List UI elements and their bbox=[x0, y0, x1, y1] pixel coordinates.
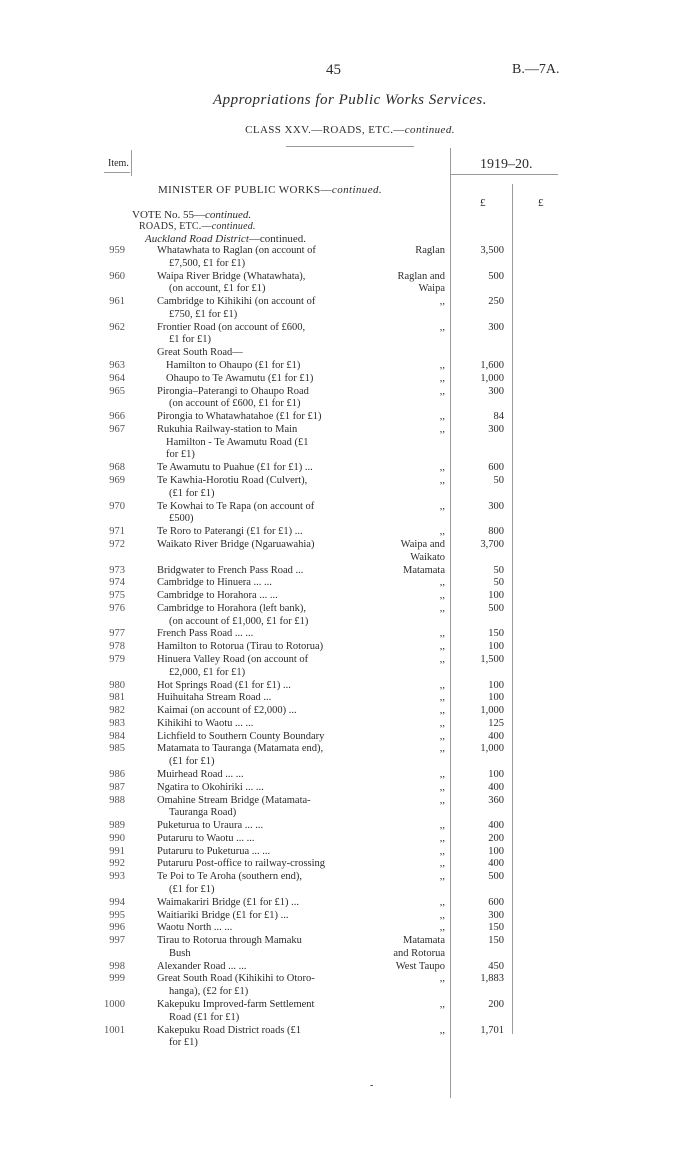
amount: 150 bbox=[488, 922, 504, 934]
table-row bbox=[0, 949, 700, 959]
county: Raglan and bbox=[397, 270, 445, 282]
table-row bbox=[0, 591, 700, 601]
item-number: 972 bbox=[109, 538, 125, 550]
county: Matamata bbox=[403, 935, 445, 947]
item-number: 995 bbox=[109, 909, 125, 921]
item-description: for £1) bbox=[166, 449, 195, 461]
item-description: Tirau to Rotorua through Mamaku bbox=[157, 935, 302, 947]
table-row bbox=[0, 335, 700, 345]
item-description: Kakepuku Road District roads (£1 bbox=[157, 1024, 302, 1036]
county: ,, bbox=[439, 360, 445, 372]
county: ,, bbox=[439, 922, 445, 934]
county: ,, bbox=[439, 602, 445, 614]
item-number: 978 bbox=[109, 641, 125, 653]
county: ,, bbox=[439, 385, 445, 397]
table-row bbox=[0, 476, 700, 486]
item-description: for £1) bbox=[169, 1037, 198, 1049]
county: ,, bbox=[439, 845, 445, 857]
table-row bbox=[0, 719, 700, 729]
item-description: (on account, £1 for £1) bbox=[169, 283, 266, 295]
item-description: £500) bbox=[169, 513, 194, 525]
item-description: Ngatira to Okohiriki ... ... bbox=[157, 781, 264, 793]
item-description: (£1 for £1) bbox=[169, 884, 215, 895]
table-row bbox=[0, 911, 700, 921]
item-number: 982 bbox=[109, 705, 125, 717]
amount: 300 bbox=[488, 321, 504, 333]
item-number: 975 bbox=[109, 590, 125, 602]
item-column-line bbox=[131, 150, 132, 176]
amount: 500 bbox=[488, 270, 504, 282]
table-row bbox=[0, 732, 700, 742]
item-number: 965 bbox=[109, 385, 125, 397]
item-description: Pirongia–Paterangi to Ohaupo Road bbox=[157, 385, 309, 397]
item-description: Hamilton to Rotorua (Tirau to Rotorua) bbox=[157, 641, 324, 653]
item-number: 990 bbox=[109, 832, 125, 844]
county: ,, bbox=[439, 871, 445, 883]
item-number: 962 bbox=[109, 321, 125, 333]
item-number: 961 bbox=[109, 296, 125, 308]
amount: 3,500 bbox=[480, 245, 504, 256]
amount: 400 bbox=[488, 730, 504, 742]
amount: 1,600 bbox=[480, 360, 504, 372]
item-description: (on account of £1,000, £1 for £1) bbox=[169, 615, 309, 627]
table-row bbox=[0, 898, 700, 908]
amount: 100 bbox=[488, 590, 504, 602]
item-number: 1000 bbox=[104, 999, 125, 1011]
item-description: Alexander Road ... ... bbox=[157, 960, 247, 972]
county: ,, bbox=[439, 909, 445, 921]
table-row bbox=[0, 425, 700, 435]
item-description: Huihuitaha Stream Road ... bbox=[157, 692, 272, 704]
county: ,, bbox=[439, 526, 445, 538]
table-row bbox=[0, 642, 700, 652]
table-row bbox=[0, 399, 700, 409]
minister-heading-continued: continued. bbox=[331, 184, 383, 196]
amount: 400 bbox=[488, 781, 504, 793]
table-row bbox=[0, 693, 700, 703]
item-description: Waotu North ... ... bbox=[157, 922, 233, 934]
amount: 1,883 bbox=[480, 973, 504, 985]
table-row bbox=[0, 514, 700, 524]
table-row bbox=[0, 604, 700, 614]
title-rule bbox=[286, 146, 414, 147]
county: ,, bbox=[439, 781, 445, 793]
table-row bbox=[0, 259, 700, 269]
item-description: Kakepuku Improved-farm Settlement bbox=[157, 999, 315, 1011]
table-row bbox=[0, 936, 700, 946]
item-number: 964 bbox=[109, 372, 125, 384]
item-description: Te Poi to Te Aroha (southern end), bbox=[157, 871, 303, 883]
item-number: 967 bbox=[109, 423, 125, 435]
year-rule bbox=[450, 174, 558, 175]
class-heading-continued: continued. bbox=[404, 124, 455, 136]
class-heading-main: CLASS XXV.—ROADS, ETC.— bbox=[245, 124, 405, 136]
county: ,, bbox=[439, 653, 445, 665]
table-row bbox=[0, 566, 700, 576]
amount: 50 bbox=[493, 577, 504, 589]
amount: 800 bbox=[488, 526, 504, 538]
class-heading bbox=[0, 124, 700, 136]
county: Waipa and bbox=[400, 538, 445, 550]
item-number: 973 bbox=[109, 564, 125, 576]
amount: 300 bbox=[488, 385, 504, 397]
item-number: 974 bbox=[109, 577, 125, 589]
item-number: 996 bbox=[109, 922, 125, 934]
item-description: Muirhead Road ... ... bbox=[157, 768, 244, 780]
amount: 200 bbox=[488, 832, 504, 844]
table-row bbox=[0, 284, 700, 294]
county: ,, bbox=[439, 679, 445, 691]
vote-heading-continued: continued. bbox=[205, 209, 252, 221]
amount: 500 bbox=[488, 602, 504, 614]
amount: 600 bbox=[488, 896, 504, 908]
item-description: Frontier Road (on account of £600, bbox=[157, 321, 306, 333]
table-row bbox=[0, 808, 700, 818]
item-description: Cambridge to Horahora ... ... bbox=[157, 590, 278, 602]
item-description: (£1 for £1) bbox=[169, 756, 215, 768]
amount: 300 bbox=[488, 500, 504, 512]
footer-mark: - bbox=[370, 1080, 374, 1091]
table-row bbox=[0, 489, 700, 499]
amount: 1,000 bbox=[480, 743, 504, 755]
vote-heading-main: VOTE No. 55— bbox=[132, 209, 206, 221]
item-description: Hot Springs Road (£1 for £1) ... bbox=[157, 679, 291, 691]
table-row bbox=[0, 438, 700, 448]
amount: 200 bbox=[488, 999, 504, 1011]
minister-heading bbox=[158, 184, 382, 196]
item-description: Omahine Stream Bridge (Matamata- bbox=[157, 794, 311, 806]
amount: 400 bbox=[488, 858, 504, 870]
amount: 1,500 bbox=[480, 653, 504, 665]
county: Waikato bbox=[410, 551, 445, 563]
roads-heading bbox=[139, 221, 256, 232]
item-description: Puketurua to Uraura ... ... bbox=[157, 820, 264, 832]
item-description: Hamilton - Te Awamutu Road (£1 bbox=[166, 436, 309, 448]
county: and Rotorua bbox=[393, 947, 445, 959]
table-row bbox=[0, 668, 700, 678]
table-row bbox=[0, 450, 700, 460]
item-description: Pirongia to Whatawhatahoe (£1 for £1) bbox=[157, 411, 322, 423]
county: ,, bbox=[439, 705, 445, 717]
table-row bbox=[0, 821, 700, 831]
item-number: 988 bbox=[109, 794, 125, 806]
county: ,, bbox=[439, 423, 445, 435]
county: Raglan bbox=[415, 245, 445, 256]
table-row bbox=[0, 272, 700, 282]
amount: 450 bbox=[488, 960, 504, 972]
county: ,, bbox=[439, 717, 445, 729]
table-row bbox=[0, 540, 700, 550]
item-description: Cambridge to Kihikihi (on account of bbox=[157, 296, 316, 308]
table-row bbox=[0, 1026, 700, 1036]
table-row bbox=[0, 744, 700, 754]
county: ,, bbox=[439, 641, 445, 653]
paper-code: B.—7A. bbox=[512, 62, 560, 77]
page-title: Appropriations for Public Works Services. bbox=[213, 92, 487, 108]
item-description: Te Awamutu to Puahue (£1 for £1) ... bbox=[157, 462, 313, 474]
amount: 1,000 bbox=[480, 372, 504, 384]
table-row bbox=[0, 1013, 700, 1023]
table-row bbox=[0, 246, 700, 256]
item-description: (on account of £600, £1 for £1) bbox=[169, 398, 301, 410]
item-number: 981 bbox=[109, 692, 125, 704]
item-number: 992 bbox=[109, 858, 125, 870]
county: ,, bbox=[439, 743, 445, 755]
item-description: Te Kawhia-Horotiu Road (Culvert), bbox=[157, 475, 308, 487]
item-number: 989 bbox=[109, 820, 125, 832]
amount: 1,701 bbox=[480, 1024, 504, 1036]
county: ,, bbox=[439, 820, 445, 832]
item-description: Cambridge to Hinuera ... ... bbox=[157, 577, 272, 589]
item-description: Waikato River Bridge (Ngaruawahia) bbox=[157, 538, 315, 550]
county: ,, bbox=[439, 999, 445, 1011]
table-row bbox=[0, 783, 700, 793]
table-row bbox=[0, 374, 700, 384]
table-row bbox=[0, 757, 700, 767]
item-description: Te Kowhai to Te Rapa (on account of bbox=[157, 500, 315, 512]
vote-heading bbox=[132, 209, 251, 221]
table-row bbox=[0, 502, 700, 512]
table-row bbox=[0, 387, 700, 397]
county: ,, bbox=[439, 577, 445, 589]
table-row bbox=[0, 1000, 700, 1010]
item-number: 983 bbox=[109, 717, 125, 729]
table-row bbox=[0, 770, 700, 780]
item-description: Waipa River Bridge (Whatawhata), bbox=[157, 270, 306, 282]
item-description: Putaruru to Puketurua ... ... bbox=[157, 845, 271, 857]
item-description: Kaimai (on account of £2,000) ... bbox=[157, 705, 297, 717]
minister-heading-main: MINISTER OF PUBLIC WORKS— bbox=[158, 184, 332, 196]
county: ,, bbox=[439, 692, 445, 704]
item-description: Lichfield to Southern County Boundary bbox=[157, 730, 325, 742]
item-description: Putaruru Post-office to railway-crossing bbox=[157, 858, 326, 870]
county: ,, bbox=[439, 794, 445, 806]
item-number: 994 bbox=[109, 896, 125, 908]
item-description: Great South Road— bbox=[157, 347, 243, 359]
amount: 1,000 bbox=[480, 705, 504, 717]
item-number: 970 bbox=[109, 500, 125, 512]
item-description: Kihikihi to Waotu ... ... bbox=[157, 717, 254, 729]
pound-sign-1: £ bbox=[480, 197, 486, 209]
county: ,, bbox=[439, 858, 445, 870]
county: Matamata bbox=[403, 564, 445, 576]
county: ,, bbox=[439, 296, 445, 308]
item-column-header: Item. bbox=[108, 158, 129, 169]
item-description: Matamata to Tauranga (Matamata end), bbox=[157, 743, 324, 755]
table-row bbox=[0, 655, 700, 665]
amount: 84 bbox=[493, 411, 504, 423]
table-row bbox=[0, 974, 700, 984]
item-number: 960 bbox=[109, 270, 125, 282]
amount: 360 bbox=[488, 794, 504, 806]
table-row bbox=[0, 412, 700, 422]
amount: 300 bbox=[488, 423, 504, 435]
item-number: 977 bbox=[109, 628, 125, 640]
district-heading-continued: —continued. bbox=[248, 233, 307, 245]
county: ,, bbox=[439, 1024, 445, 1036]
item-description: £1 for £1) bbox=[169, 334, 211, 346]
roads-heading-continued: continued. bbox=[211, 221, 256, 232]
item-number: 998 bbox=[109, 960, 125, 972]
county: ,, bbox=[439, 475, 445, 487]
item-description: £2,000, £1 for £1) bbox=[169, 666, 246, 678]
county: West Taupo bbox=[395, 960, 445, 972]
table-row bbox=[0, 323, 700, 333]
table-row bbox=[0, 297, 700, 307]
amount: 100 bbox=[488, 692, 504, 704]
item-number: 966 bbox=[109, 411, 125, 423]
table-row bbox=[0, 962, 700, 972]
item-number: 963 bbox=[109, 360, 125, 372]
item-description: Bridgwater to French Pass Road ... bbox=[157, 564, 304, 576]
item-description: Te Roro to Paterangi (£1 for £1) ... bbox=[157, 526, 303, 538]
county: ,, bbox=[439, 590, 445, 602]
item-description: Putaruru to Waotu ... ... bbox=[157, 832, 255, 844]
table-row bbox=[0, 463, 700, 473]
item-number: 987 bbox=[109, 781, 125, 793]
county: ,, bbox=[439, 500, 445, 512]
amount: 400 bbox=[488, 820, 504, 832]
county: ,, bbox=[439, 462, 445, 474]
item-description: £750, £1 for £1) bbox=[169, 308, 238, 320]
county: ,, bbox=[439, 896, 445, 908]
item-number: 991 bbox=[109, 845, 125, 857]
item-rule bbox=[104, 172, 130, 173]
amount: 100 bbox=[488, 679, 504, 691]
table-row bbox=[0, 859, 700, 869]
item-description: Tauranga Road) bbox=[169, 807, 237, 819]
item-description: Bush bbox=[169, 947, 191, 959]
county: ,, bbox=[439, 372, 445, 384]
item-number: 980 bbox=[109, 679, 125, 691]
county: ,, bbox=[439, 628, 445, 640]
table-row bbox=[0, 796, 700, 806]
item-number: 999 bbox=[109, 973, 125, 985]
table-row bbox=[0, 310, 700, 320]
table-row bbox=[0, 872, 700, 882]
table-row bbox=[0, 553, 700, 563]
amount: 500 bbox=[488, 871, 504, 883]
amount: 100 bbox=[488, 641, 504, 653]
amount: 125 bbox=[488, 717, 504, 729]
county: ,, bbox=[439, 411, 445, 423]
amount: 50 bbox=[493, 475, 504, 487]
county: Waipa bbox=[418, 283, 445, 295]
amount: 600 bbox=[488, 462, 504, 474]
amount: 150 bbox=[488, 628, 504, 640]
item-number: 971 bbox=[109, 526, 125, 538]
county: ,, bbox=[439, 768, 445, 780]
item-description: hanga), (£2 for £1) bbox=[169, 986, 249, 998]
amount: 150 bbox=[488, 935, 504, 947]
county: ,, bbox=[439, 730, 445, 742]
item-number: 969 bbox=[109, 475, 125, 487]
table-row bbox=[0, 706, 700, 716]
item-number: 997 bbox=[109, 935, 125, 947]
county: ,, bbox=[439, 321, 445, 333]
table-row bbox=[0, 847, 700, 857]
table-row bbox=[0, 1038, 700, 1048]
year-header: 1919–20. bbox=[480, 157, 533, 172]
item-description: Hinuera Valley Road (on account of bbox=[157, 653, 309, 665]
item-description: French Pass Road ... ... bbox=[157, 628, 254, 640]
item-number: 976 bbox=[109, 602, 125, 614]
table-row bbox=[0, 681, 700, 691]
amount: 100 bbox=[488, 845, 504, 857]
amount: 300 bbox=[488, 909, 504, 921]
table-row bbox=[0, 578, 700, 588]
item-description: Great South Road (Kihikihi to Otoro- bbox=[157, 973, 315, 985]
pound-sign-2: £ bbox=[538, 197, 544, 209]
county: ,, bbox=[439, 973, 445, 985]
item-description: Whatawhata to Raglan (on account of bbox=[157, 245, 316, 256]
amount: 250 bbox=[488, 296, 504, 308]
table-row bbox=[0, 923, 700, 933]
table-row bbox=[0, 834, 700, 844]
item-description: £7,500, £1 for £1) bbox=[169, 257, 246, 269]
item-number: 1001 bbox=[104, 1024, 125, 1036]
item-number: 968 bbox=[109, 462, 125, 474]
table-row bbox=[0, 885, 700, 895]
item-description: Waimakariri Bridge (£1 for £1) ... bbox=[157, 896, 300, 908]
county: ,, bbox=[439, 832, 445, 844]
item-number: 985 bbox=[109, 743, 125, 755]
item-description: Cambridge to Horahora (left bank), bbox=[157, 602, 306, 614]
item-description: Rukuhia Railway-station to Main bbox=[157, 423, 298, 435]
table-row bbox=[0, 987, 700, 997]
item-number: 986 bbox=[109, 768, 125, 780]
item-number: 984 bbox=[109, 730, 125, 742]
district-heading bbox=[145, 233, 306, 245]
item-description: (£1 for £1) bbox=[169, 487, 215, 499]
item-number: 979 bbox=[109, 653, 125, 665]
item-number: 993 bbox=[109, 871, 125, 883]
item-description: Hamilton to Ohaupo (£1 for £1) bbox=[166, 360, 301, 372]
table-row bbox=[0, 361, 700, 371]
item-description: Road (£1 for £1) bbox=[169, 1011, 240, 1023]
table-row bbox=[0, 348, 700, 358]
amount: 100 bbox=[488, 768, 504, 780]
amount: 3,700 bbox=[480, 538, 504, 550]
table-row bbox=[0, 527, 700, 537]
table-row bbox=[0, 629, 700, 639]
page-number: 45 bbox=[326, 62, 341, 78]
table-row bbox=[0, 617, 700, 627]
amount: 50 bbox=[493, 564, 504, 576]
item-description: Waitiariki Bridge (£1 for £1) ... bbox=[157, 909, 289, 921]
item-number: 959 bbox=[109, 245, 125, 256]
district-heading-main: Auckland Road District bbox=[145, 233, 249, 245]
roads-heading-main: ROADS, ETC.— bbox=[139, 221, 212, 232]
item-description: Ohaupo to Te Awamutu (£1 for £1) bbox=[166, 372, 314, 384]
